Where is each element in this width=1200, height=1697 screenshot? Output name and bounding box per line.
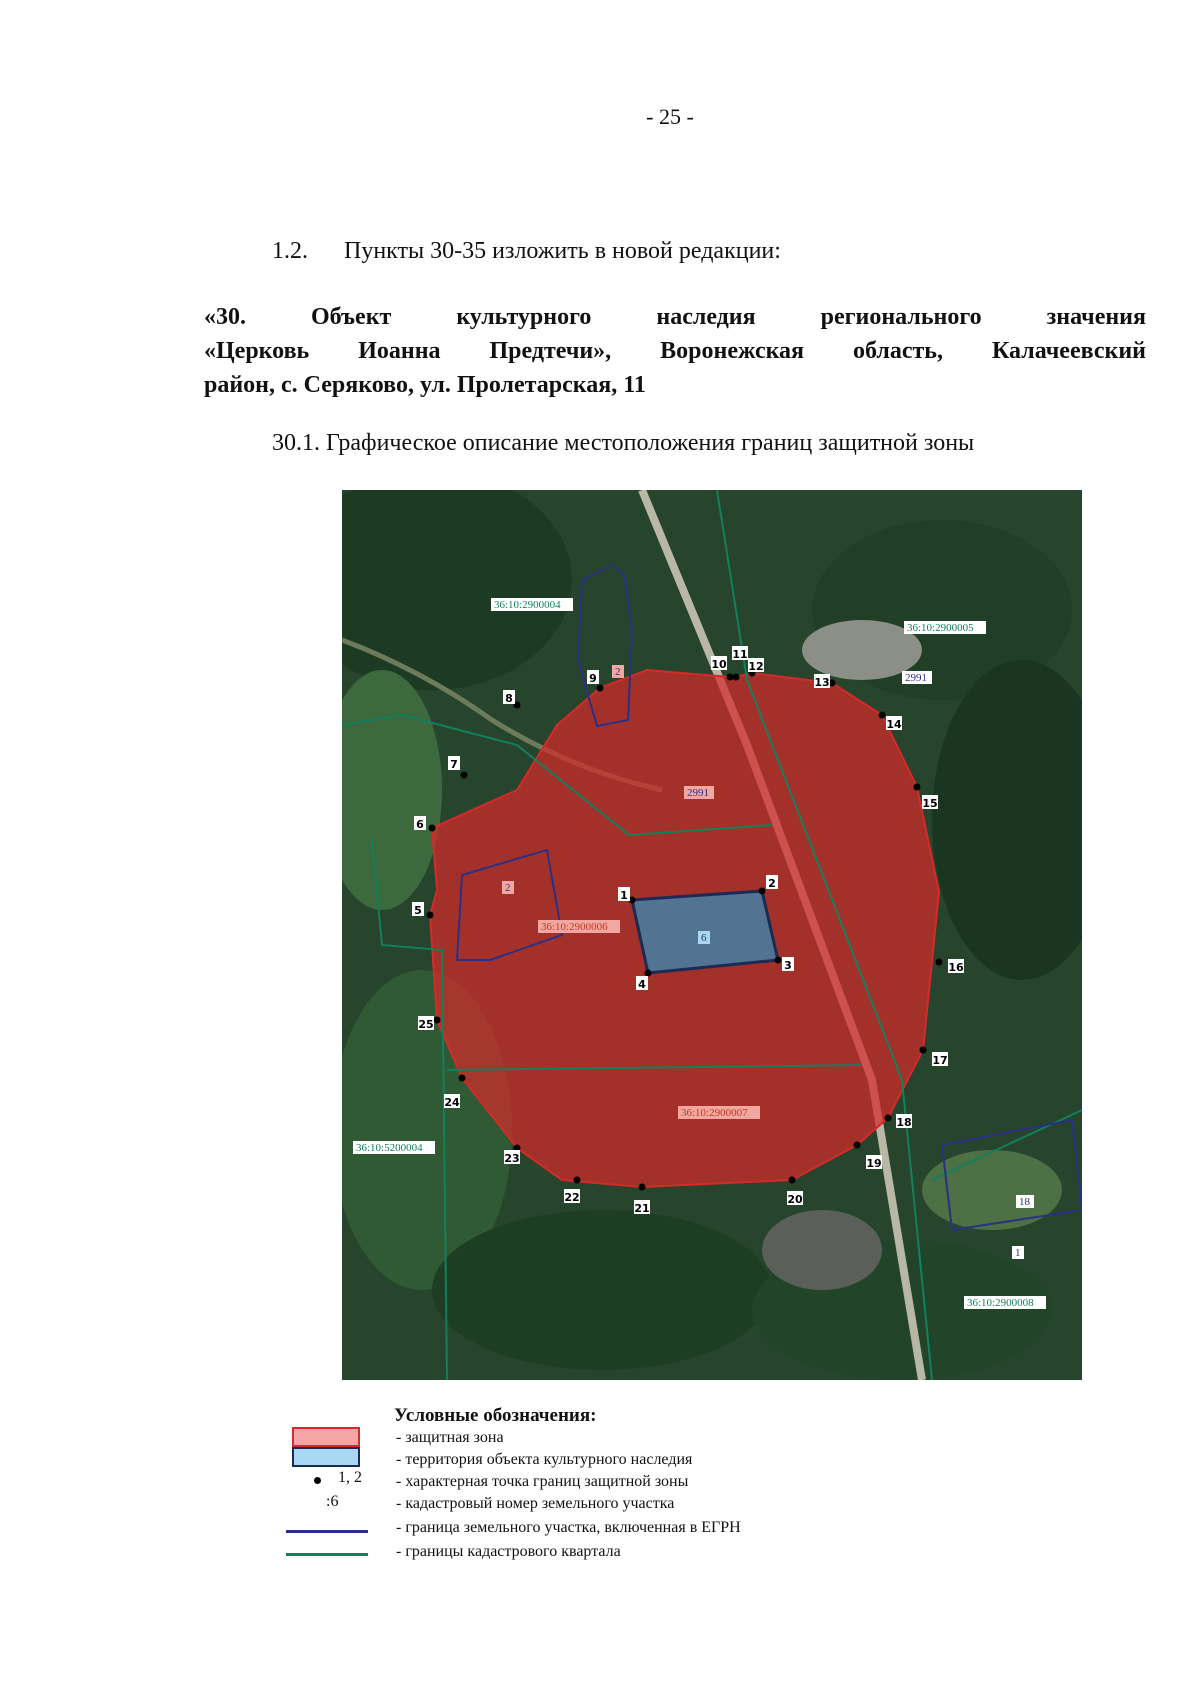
legend <box>276 1405 976 1575</box>
point-19 <box>854 1142 861 1149</box>
point-label-16: 16 <box>948 961 964 974</box>
legend-line-parcel <box>286 1530 368 1533</box>
quarter-label-2900004: 36:10:2900004 <box>494 599 561 611</box>
legend-item-heritage: - территория объекта культурного наследия <box>396 1451 693 1468</box>
point-9 <box>597 685 604 692</box>
legend-title: Условные обозначения: <box>394 1405 597 1426</box>
parcel-label-18: 18 <box>1019 1196 1030 1208</box>
parcel-label-2-left: 2 <box>505 882 511 894</box>
point-24 <box>459 1075 466 1082</box>
point-label-17: 17 <box>932 1054 948 1067</box>
subsection-title: 30.1. Графическое описание местоположения границ защитной зоны <box>272 430 975 456</box>
point-11 <box>733 674 740 681</box>
point-3 <box>775 957 782 964</box>
legend-item-zone: - защитная зона <box>396 1429 504 1446</box>
legend-swatch-heritage <box>292 1447 360 1467</box>
point-label-13: 13 <box>814 676 830 689</box>
point-label-15: 15 <box>922 797 938 810</box>
page-number: - 25 - <box>646 104 694 129</box>
parcel-label-2991-mid: 2991 <box>687 787 709 799</box>
point-label-10: 10 <box>711 658 727 671</box>
heading-line-2: «Церковь Иоанна Предтечи», Воронежская область, Калачеевский <box>204 338 1146 364</box>
heading-line-3: район, с. Серяково, ул. Пролетарская, 11 <box>204 372 646 398</box>
point-22 <box>574 1177 581 1184</box>
point-2 <box>759 888 766 895</box>
point-17 <box>920 1047 927 1054</box>
point-label-19: 19 <box>866 1157 882 1170</box>
parcel-label-2991-top: 2991 <box>905 672 927 684</box>
quarter-label-2900008: 36:10:2900008 <box>967 1297 1034 1309</box>
heading-line-1: «30. Объект культурного наследия регионального значения <box>204 304 1146 330</box>
legend-point-dot <box>314 1477 321 1484</box>
parcel-label-6: 6 <box>701 932 707 944</box>
point-label-1: 1 <box>620 889 628 902</box>
point-label-14: 14 <box>886 718 902 731</box>
quarter-label-2900005: 36:10:2900005 <box>907 622 974 634</box>
point-label-22: 22 <box>564 1191 580 1204</box>
point-16 <box>936 959 943 966</box>
point-label-2: 2 <box>768 877 776 890</box>
point-label-6: 6 <box>416 818 424 831</box>
point-label-20: 20 <box>787 1193 803 1206</box>
legend-line-quarter <box>286 1553 368 1556</box>
point-label-18: 18 <box>896 1116 912 1129</box>
item-1-2 <box>272 238 781 265</box>
point-label-23: 23 <box>504 1152 520 1165</box>
point-label-7: 7 <box>450 758 458 771</box>
point-25 <box>434 1017 441 1024</box>
legend-item-parcel-border: - граница земельного участка, включенная в ЕГРН <box>396 1519 741 1536</box>
protection-zone-map <box>342 490 1082 1380</box>
point-21 <box>639 1184 646 1191</box>
legend-point-example: 1, 2 <box>338 1469 362 1486</box>
point-15 <box>914 784 921 791</box>
item-text: Пункты 30-35 изложить в новой редакции: <box>344 238 781 264</box>
point-20 <box>789 1177 796 1184</box>
point-18 <box>885 1115 892 1122</box>
point-4 <box>645 970 652 977</box>
point-10 <box>727 674 734 681</box>
legend-cadastral-example: :6 <box>326 1493 339 1510</box>
object-heading <box>204 300 1146 402</box>
legend-item-point: - характерная точка границ защитной зоны <box>396 1473 689 1490</box>
point-5 <box>427 912 434 919</box>
parcel-label-1: 1 <box>1015 1247 1021 1259</box>
point-14 <box>879 712 886 719</box>
point-label-8: 8 <box>505 692 513 705</box>
point-label-12: 12 <box>748 660 764 673</box>
quarter-label-2900007: 36:10:2900007 <box>681 1107 748 1119</box>
point-6 <box>429 825 436 832</box>
point-label-3: 3 <box>784 959 792 972</box>
point-label-9: 9 <box>589 672 597 685</box>
point-label-5: 5 <box>414 904 422 917</box>
legend-item-cadastral: - кадастровый номер земельного участка <box>396 1495 675 1512</box>
point-7 <box>461 772 468 779</box>
legend-swatch-zone <box>292 1427 360 1447</box>
point-label-11: 11 <box>732 648 748 661</box>
point-label-25: 25 <box>418 1018 434 1031</box>
quarter-label-5200004: 36:10:5200004 <box>356 1142 423 1154</box>
point-label-21: 21 <box>634 1202 650 1215</box>
legend-item-quarter-border: - границы кадастрового квартала <box>396 1543 621 1560</box>
point-label-24: 24 <box>444 1096 460 1109</box>
item-number: 1.2. <box>272 238 308 264</box>
point-label-4: 4 <box>638 978 646 991</box>
parcel-label-2-top: 2 <box>615 666 621 678</box>
quarter-label-2900006: 36:10:2900006 <box>541 921 608 933</box>
